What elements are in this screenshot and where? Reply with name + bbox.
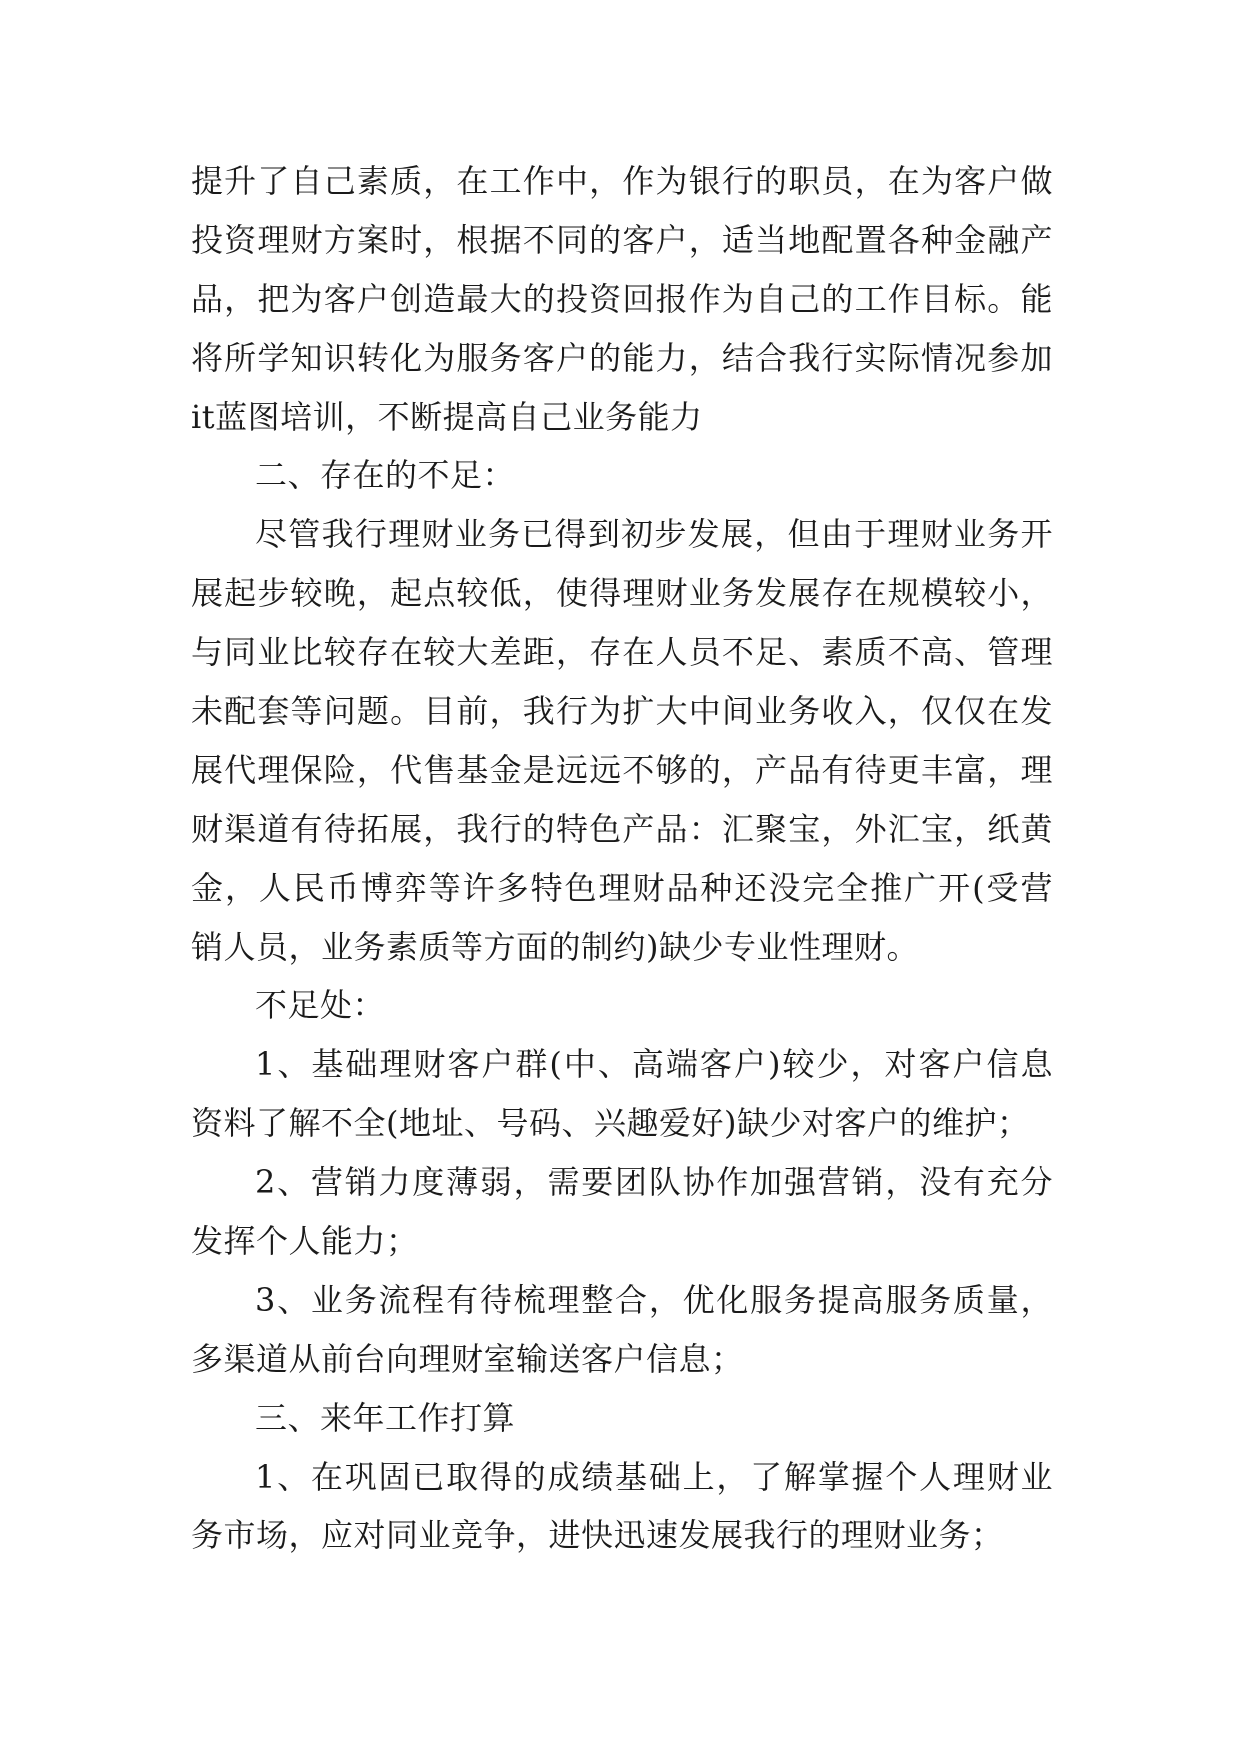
text-line: 将所学知识转化为服务客户的能力，结合我行实际情况参加 [191,338,1053,377]
text-line: 3、业务流程有待梳理整合，优化服务提高服务质量， [255,1280,1053,1319]
text-line: 提升了自己素质，在工作中，作为银行的职员，在为客户做 [191,162,1053,200]
text-line: 展代理保险，代售基金是远远不够的，产品有待更丰富，理 [191,750,1053,789]
document-body [191,152,1053,1565]
text-line: 尽管我行理财业务已得到初步发展，但由于理财业务开 [255,515,1053,554]
text-line: 展起步较晚，起点较低，使得理财业务发展存在规模较小， [191,574,1053,613]
text-line: 1、基础理财客户群(中、高端客户)较少，对客户信息 [255,1045,1053,1084]
text-line: 1、在巩固已取得的成绩基础上，了解掌握个人理财业 [255,1457,1053,1496]
text-line: 投资理财方案时，根据不同的客户，适当地配置各种金融产 [191,220,1053,259]
text-line: 品，把为客户创造最大的投资回报作为自己的工作目标。能 [191,279,1053,318]
text-line: 资料了解不全(地址、号码、兴趣爱好)缺少对客户的维护； [191,1104,1030,1143]
text-line: 与同业比较存在较大差距，存在人员不足、素质不高、管理 [191,633,1053,672]
text-line: 多渠道从前台向理财室输送客户信息； [191,1339,744,1378]
text-line: 未配套等问题。目前，我行为扩大中间业务收入，仅仅在发 [191,692,1053,731]
text-line: 2、营销力度薄弱，需要团队协作加强营销，没有充分 [255,1163,1053,1202]
text-line: 不足处： [255,986,386,1025]
text-line: 三、来年工作打算 [255,1398,516,1437]
text-line: 销人员，业务素质等方面的制约)缺少专业性理财。 [191,927,919,966]
text-line: 财渠道有待拓展，我行的特色产品：汇聚宝，外汇宝，纸黄 [191,809,1053,848]
text-line: 二、存在的不足： [255,456,516,495]
text-line: 务市场，应对同业竞争，进快迅速发展我行的理财业务； [191,1516,1004,1555]
text-line: it蓝图培训，不断提高自己业务能力 [191,397,703,436]
text-line: 发挥个人能力； [191,1222,419,1261]
text-line: 金，人民币博弈等许多特色理财品种还没完全推广开(受营 [191,868,1053,907]
